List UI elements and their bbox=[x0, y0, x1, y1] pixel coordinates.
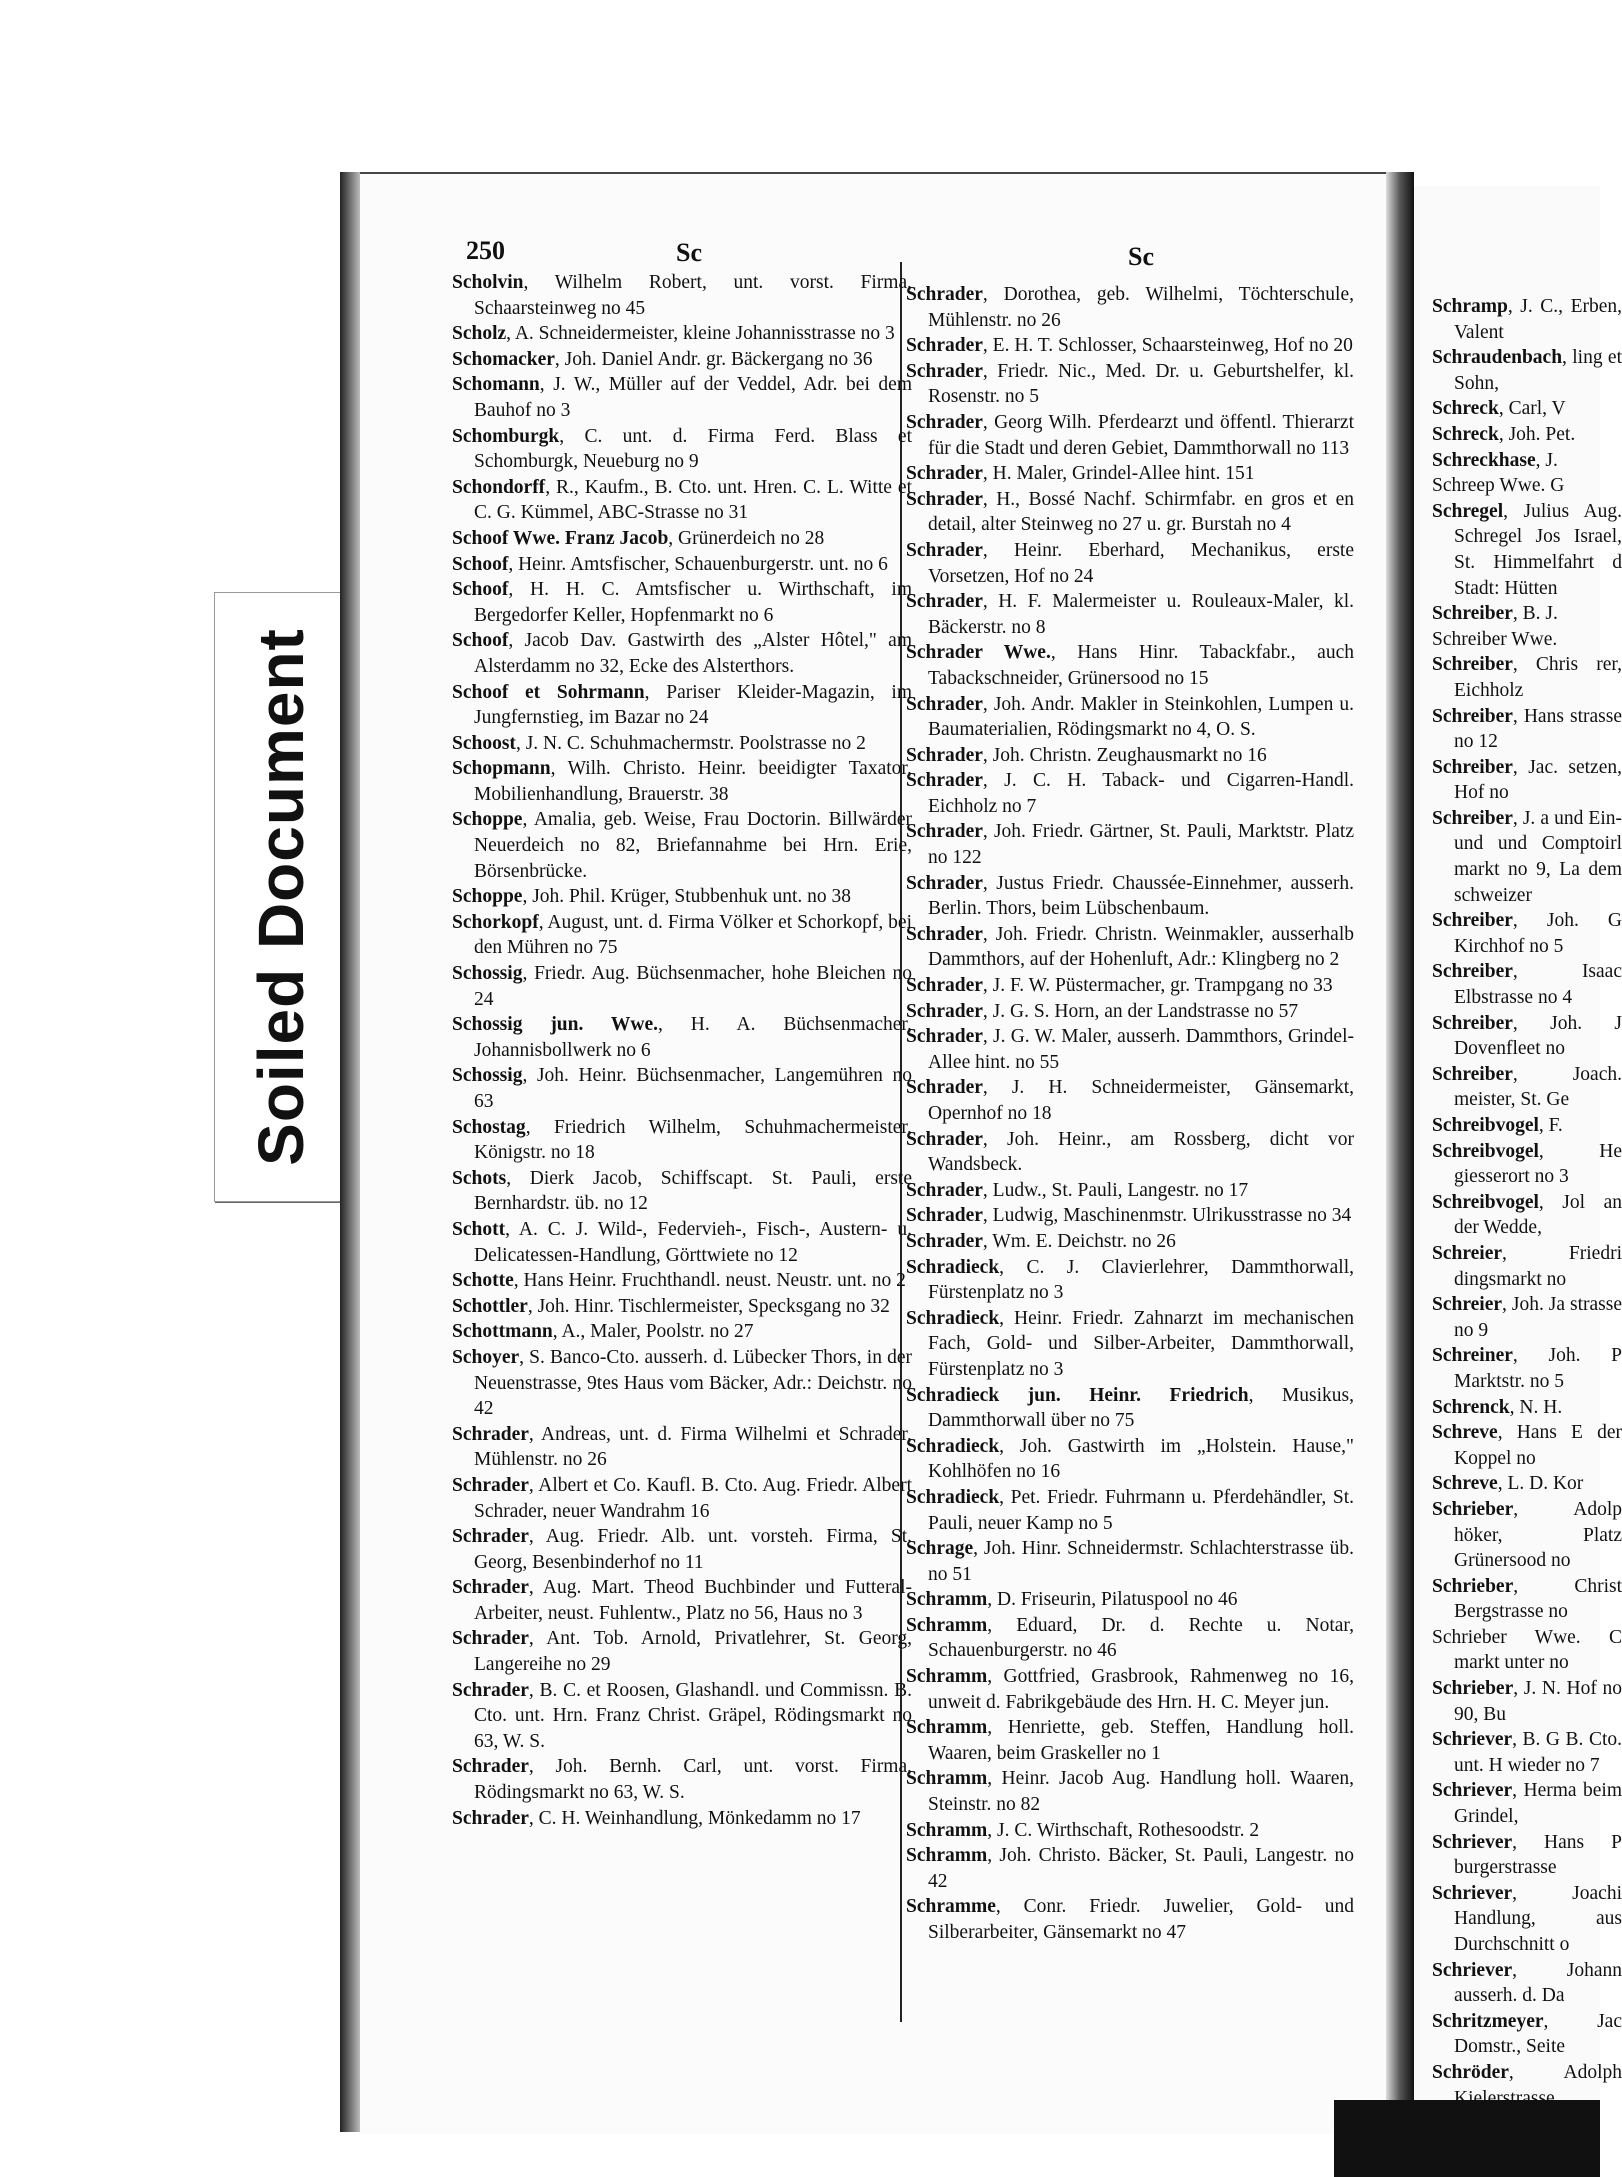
directory-entry: Schrader, Ludwig, Maschinenmstr. Ulrikusstrasse no 34 bbox=[906, 1205, 1352, 1227]
directory-entry: Schottler, Joh. Hinr. Tischlermeister, Specksgang no 32 bbox=[452, 1295, 890, 1317]
directory-entry: Schrader, J. H. Schneidermeister, Gänsemarkt, Opernhof no 18 bbox=[906, 1077, 1354, 1124]
directory-entry: Schrader, Joh. Friedr. Gärtner, St. Pauli, Marktstr. Platz no 122 bbox=[906, 821, 1354, 869]
directory-entry: Schoof Wwe. Franz Jacob, Grünerdeich no 28 bbox=[452, 527, 825, 549]
directory-entry: Schossig jun. Wwe., H. A. Büchsenmacher, Johannisbollwerk no 6 bbox=[452, 1014, 912, 1061]
directory-entry: Schomburgk, C. unt. d. Firma Ferd. Blass et Schomburgk, Neueburg no 9 bbox=[452, 425, 912, 473]
directory-entry: Schreiber, Isaac Elbstrasse no 4 bbox=[1432, 961, 1622, 1009]
directory-entry: Schrader Wwe., Hans Hinr. Tabackfabr., auch Tabackschneider, Grünersood no 15 bbox=[906, 642, 1354, 689]
directory-entry: Schoppe, Joh. Phil. Krüger, Stubbenhuk unt. no 38 bbox=[452, 886, 852, 908]
directory-entry: Schramm, Heinr. Jacob Aug. Handlung holl. Waaren, Steinstr. no 82 bbox=[906, 1768, 1354, 1816]
directory-entry: Schradieck, C. J. Clavierlehrer, Dammthorwall, Fürstenplatz no 3 bbox=[906, 1256, 1354, 1304]
directory-entry: Schoof, H. H. C. Amtsfischer u. Wirthschaft, im Bergedorfer Keller, Hopfenmarkt no 6 bbox=[452, 579, 912, 626]
directory-entry: Schrader, J. F. W. Püstermacher, gr. Trampgang no 33 bbox=[906, 975, 1333, 997]
directory-entry: Scholz, A. Schneidermeister, kleine Johannisstrasse no 3 bbox=[452, 323, 895, 345]
directory-entry: Schrader, Joh. Heinr., am Rossberg, dicht vor Wandsbeck. bbox=[906, 1128, 1354, 1176]
directory-entry: Schriever, Herma beim Grindel, bbox=[1432, 1780, 1622, 1828]
directory-entry: Schriever, Hans P burgerstrasse bbox=[1432, 1831, 1622, 1879]
directory-entry: Schoof, Jacob Dav. Gastwirth des „Alster Hôtel," am Alsterdamm no 32, Ecke des Alsterthors. bbox=[452, 630, 912, 677]
scan-corner bbox=[1334, 2100, 1600, 2177]
directory-entry: Schramm, J. C. Wirthschaft, Rothesoodstr. 2 bbox=[906, 1819, 1260, 1841]
directory-entry: Schreve, Hans E der Koppel no bbox=[1432, 1422, 1622, 1469]
directory-entry: Schomacker, Joh. Daniel Andr. gr. Bäckergang no 36 bbox=[452, 348, 873, 370]
directory-entry: Schrader, C. H. Weinhandlung, Mönkedamm no 17 bbox=[452, 1807, 861, 1829]
directory-entry: Schrader, Dorothea, geb. Wilhelmi, Töchterschule, Mühlenstr. no 26 bbox=[906, 284, 1354, 331]
directory-entry: Schott, A. C. J. Wild-, Federvieh-, Fisch-, Austern- u. Delicatessen-Handlung, Görttwiete no 12 bbox=[452, 1218, 912, 1266]
left-heading: Sc bbox=[676, 238, 702, 267]
directory-entry: Schradieck, Heinr. Friedr. Zahnarzt im mechanischen Fach, Gold- und Silber-Arbeiter, Dammthorwall, Fürstenplatz no 3 bbox=[906, 1307, 1354, 1380]
directory-entry: Schreve, L. D. Kor bbox=[1432, 1473, 1584, 1495]
directory-entry: Schoppe, Amalia, geb. Weise, Frau Doctorin. Billwärder Neuerdeich no 82, Briefannahme bei Hrn. Erie, Börsenbrücke. bbox=[452, 809, 912, 882]
directory-entry: Schramme, Conr. Friedr. Juwelier, Gold- und Silberarbeiter, Gänsemarkt no 47 bbox=[906, 1896, 1354, 1943]
directory-entry: Schrader, Wm. E. Deichstr. no 26 bbox=[906, 1230, 1176, 1252]
directory-entry: Schrader, Joh. Andr. Makler in Steinkohlen, Lumpen u. Baumaterialien, Rödingsmarkt no 4, O. S. bbox=[906, 693, 1354, 741]
directory-entry: Schorkopf, August, unt. d. Firma Völker et Schorkopf, bei den Mühren no 75 bbox=[452, 911, 912, 959]
directory-entry: Schramp, J. C., Erben, Valent bbox=[1432, 296, 1622, 343]
directory-column-3 bbox=[1432, 294, 1622, 2111]
soiled-document-stamp bbox=[214, 592, 348, 1202]
directory-entry: Schreck, Carl, V bbox=[1432, 398, 1566, 420]
directory-entry: Schreiber, Joh. J Dovenfleet no bbox=[1432, 1012, 1622, 1060]
directory-entry: Schondorff, R., Kaufm., B. Cto. unt. Hren. C. L. Witte et C. G. Kümmel, ABC-Strasse no 31 bbox=[452, 476, 912, 524]
directory-entry: Schramm, Gottfried, Grasbrook, Rahmenweg no 16, unweit d. Fabrikgebäude des Hrn. H. C. Meyer jun. bbox=[906, 1666, 1354, 1713]
directory-entry: Schriever, B. G B. Cto. unt. H wieder no 7 bbox=[1432, 1729, 1622, 1776]
directory-entry: Schrader, J. C. H. Taback- und Cigarren-Handl. Eichholz no 7 bbox=[906, 770, 1354, 817]
directory-entry: Schossig, Friedr. Aug. Büchsenmacher, hohe Bleichen no 24 bbox=[452, 963, 912, 1010]
directory-entry: Schradieck, Pet. Friedr. Fuhrmann u. Pferdehändler, St. Pauli, neuer Kamp no 5 bbox=[906, 1486, 1354, 1534]
directory-entry: Schoof et Sohrmann, Pariser Kleider-Magazin, im Jungfernstieg, im Bazar no 24 bbox=[452, 681, 912, 729]
directory-entry: Schreiber, Joh. G Kirchhof no 5 bbox=[1432, 910, 1622, 957]
directory-entry: Schrieber, J. N. Hof no 90, Bu bbox=[1432, 1678, 1622, 1725]
directory-entry: Schomann, J. W., Müller auf der Veddel, Adr. bei dem Bauhof no 3 bbox=[452, 374, 912, 421]
directory-entry: Schrader, Justus Friedr. Chaussée-Einnehmer, ausserh. Berlin. Thors, beim Lübschenbaum. bbox=[906, 872, 1354, 920]
directory-entry: Scholvin, Wilhelm Robert, unt. vorst. Firma, Schaarsteinweg no 45 bbox=[452, 272, 912, 319]
directory-entry: Schrader, Georg Wilh. Pferdearzt und öffentl. Thierarzt für die Stadt und deren Gebiet, Dammthorwall no 113 bbox=[906, 411, 1354, 459]
directory-entry: Schoof, Heinr. Amtsfischer, Schauenburgerstr. unt. no 6 bbox=[452, 553, 888, 575]
page-number: 250 bbox=[466, 236, 505, 265]
directory-entry: Schramm, Henriette, geb. Steffen, Handlung holl. Waaren, beim Graskeller no 1 bbox=[906, 1717, 1354, 1764]
directory-entry: Schreiber, Hans strasse no 12 bbox=[1432, 705, 1622, 753]
directory-entry: Schreiber, B. J. bbox=[1432, 603, 1558, 625]
directory-entry: Schraudenbach, ling et Sohn, bbox=[1432, 347, 1622, 394]
directory-entry: Schrader, J. G. W. Maler, ausserh. Dammthors, Grindel-Allee hint. no 55 bbox=[906, 1026, 1354, 1073]
directory-entry: Schrader, Joh. Christn. Zeughausmarkt no 16 bbox=[906, 744, 1267, 766]
directory-entry: Schreiber, Jac. setzen, Hof no bbox=[1432, 756, 1622, 804]
directory-entry: Schopmann, Wilh. Christo. Heinr. beeidigter Taxator, Mobilienhandlung, Brauerstr. 38 bbox=[452, 758, 912, 805]
directory-entry: Schrader, H. Maler, Grindel-Allee hint. 151 bbox=[906, 463, 1255, 485]
gutter-shadow bbox=[1386, 172, 1414, 2132]
directory-entry: Schrieber, Adolp höker, Platz Grünersood no bbox=[1432, 1498, 1622, 1572]
directory-entry: Schramm, D. Friseurin, Pilatuspool no 46 bbox=[906, 1589, 1238, 1611]
directory-column-1 bbox=[452, 270, 912, 1831]
directory-entry: Schrader, H., Bossé Nachf. Schirmfabr. en gros et en detail, alter Steinweg no 27 u. gr. Burstah no 4 bbox=[906, 488, 1354, 536]
directory-entry: Schriever, Joachi Handlung, aus Durchschnitt o bbox=[1432, 1882, 1622, 1955]
directory-entry: Schrader, Joh. Bernh. Carl, unt. vorst. Firma, Rödingsmarkt no 63, W. S. bbox=[452, 1756, 912, 1804]
directory-entry: Schramm, Joh. Christo. Bäcker, St. Pauli, Langestr. no 42 bbox=[906, 1845, 1354, 1892]
directory-entry: Schrader, Friedr. Nic., Med. Dr. u. Geburtshelfer, kl. Rosenstr. no 5 bbox=[906, 360, 1354, 408]
directory-entry: Schreep Wwe. G bbox=[1432, 475, 1565, 497]
directory-entry: Schots, Dierk Jacob, Schiffscapt. St. Pauli, erste Bernhardstr. üb. no 12 bbox=[452, 1167, 912, 1215]
directory-entry: Schreibvogel, He giesserort no 3 bbox=[1432, 1140, 1622, 1188]
directory-entry: Schreiber, Joach. meister, St. Ge bbox=[1432, 1063, 1622, 1111]
directory-entry: Schrader, B. C. et Roosen, Glashandl. und Commissn. B. Cto. unt. Hrn. Franz Christ. Gräpel, Rödingsmarkt no 63, W. S. bbox=[452, 1679, 912, 1752]
directory-entry: Schrieber, Christ Bergstrasse no bbox=[1432, 1575, 1622, 1623]
directory-entry: Schostag, Friedrich Wilhelm, Schuhmachermeister, Königstr. no 18 bbox=[452, 1116, 912, 1164]
directory-entry: Schrader, Andreas, unt. d. Firma Wilhelmi et Schrader, Mühlenstr. no 26 bbox=[452, 1423, 912, 1471]
directory-entry: Schrader, Albert et Co. Kaufl. B. Cto. Aug. Friedr. Albert Schrader, neuer Wandrahm 16 bbox=[452, 1474, 912, 1522]
directory-entry: Schrader, J. G. S. Horn, an der Landstrasse no 57 bbox=[906, 1000, 1299, 1022]
directory-entry: Schregel, Julius Aug. Schregel Jos Israel, St. Himmelfahrt d Stadt: Hütten bbox=[1432, 500, 1622, 599]
directory-entry: Schrage, Joh. Hinr. Schneidermstr. Schlachterstrasse üb. no 51 bbox=[906, 1538, 1354, 1585]
directory-entry: Schradieck, Joh. Gastwirth im „Holstein. Hause," Kohlhöfen no 16 bbox=[906, 1435, 1354, 1483]
directory-entry: Schrieber Wwe. C markt unter no bbox=[1432, 1626, 1622, 1674]
directory-entry: Schreckhase, J. bbox=[1432, 449, 1558, 471]
directory-entry: Schramm, Eduard, Dr. d. Rechte u. Notar, Schauenburgerstr. no 46 bbox=[906, 1614, 1354, 1662]
directory-entry: Schrader, Ant. Tob. Arnold, Privatlehrer, St. Georg, Langereihe no 29 bbox=[452, 1628, 912, 1676]
directory-column-2 bbox=[906, 282, 1354, 1946]
directory-entry: Schreck, Joh. Pet. bbox=[1432, 423, 1576, 445]
directory-entry: Schoyer, S. Banco-Cto. ausserh. d. Lübecker Thors, in der Neuenstrasse, 9tes Haus vom Bäcker, Adr.: Deichstr. no 42 bbox=[452, 1346, 912, 1420]
directory-entry: Schossig, Joh. Heinr. Büchsenmacher, Langemühren no 63 bbox=[452, 1065, 912, 1112]
directory-entry: Schröder, Adolph Kielerstrasse bbox=[1432, 2061, 1622, 2109]
directory-entry: Schrader, H. F. Malermeister u. Rouleaux-Maler, kl. Bäckerstr. no 8 bbox=[906, 591, 1354, 638]
directory-entry: Schrader, Joh. Friedr. Christn. Weinmakler, ausserhalb Dammthors, auf der Hohenluft, Adr.: Klingberg no 2 bbox=[906, 923, 1354, 971]
directory-entry: Schrader, Heinr. Eberhard, Mechanikus, erste Vorsetzen, Hof no 24 bbox=[906, 539, 1354, 587]
directory-entry: Schreiner, Joh. P Marktstr. no 5 bbox=[1432, 1345, 1622, 1392]
directory-entry: Schrader, Aug. Friedr. Alb. unt. vorsteh. Firma, St. Georg, Besenbinderhof no 11 bbox=[452, 1526, 912, 1573]
book-spine-edge bbox=[340, 172, 362, 2132]
stamp-text: Soiled Document bbox=[245, 628, 317, 1166]
directory-entry: Schreiber, Chris rer, Eichholz bbox=[1432, 654, 1622, 701]
directory-entry: Schrenck, N. H. bbox=[1432, 1396, 1563, 1418]
directory-entry: Schreibvogel, F. bbox=[1432, 1115, 1563, 1136]
right-heading: Sc bbox=[1128, 242, 1154, 271]
directory-entry: Schradieck jun. Heinr. Friedrich, Musikus, Dammthorwall über no 75 bbox=[906, 1384, 1354, 1432]
directory-entry: Schreiber, J. a und Ein- und und Comptoirl markt no 9, La dem schweizer bbox=[1432, 807, 1622, 906]
directory-entry: Schreier, Friedri dingsmarkt no bbox=[1432, 1242, 1622, 1290]
directory-entry: Schoost, J. N. C. Schuhmachermstr. Poolstrasse no 2 bbox=[452, 732, 866, 754]
directory-entry: Schreier, Joh. Ja strasse no 9 bbox=[1432, 1294, 1622, 1341]
directory-entry: Schotte, Hans Heinr. Fruchthandl. neust. Neustr. unt. no 2 bbox=[452, 1270, 906, 1292]
directory-entry: Schritzmeyer, Jac Domstr., Seite bbox=[1432, 2010, 1622, 2058]
directory-entry: Schriever, Johann ausserh. d. Da bbox=[1432, 1959, 1622, 2007]
directory-entry: Schrader, E. H. T. Schlosser, Schaarsteinweg, Hof no 20 bbox=[906, 335, 1353, 357]
directory-entry: Schrader, Ludw., St. Pauli, Langestr. no 17 bbox=[906, 1179, 1249, 1201]
directory-entry: Schreibvogel, Jol an der Wedde, bbox=[1432, 1191, 1622, 1239]
directory-entry: Schreiber Wwe. bbox=[1432, 628, 1558, 650]
directory-entry: Schottmann, A., Maler, Poolstr. no 27 bbox=[452, 1321, 754, 1343]
directory-entry: Schrader, Aug. Mart. Theod Buchbinder und Futteral-Arbeiter, neust. Fuhlentw., Platz no 56, Haus no 3 bbox=[452, 1577, 912, 1624]
